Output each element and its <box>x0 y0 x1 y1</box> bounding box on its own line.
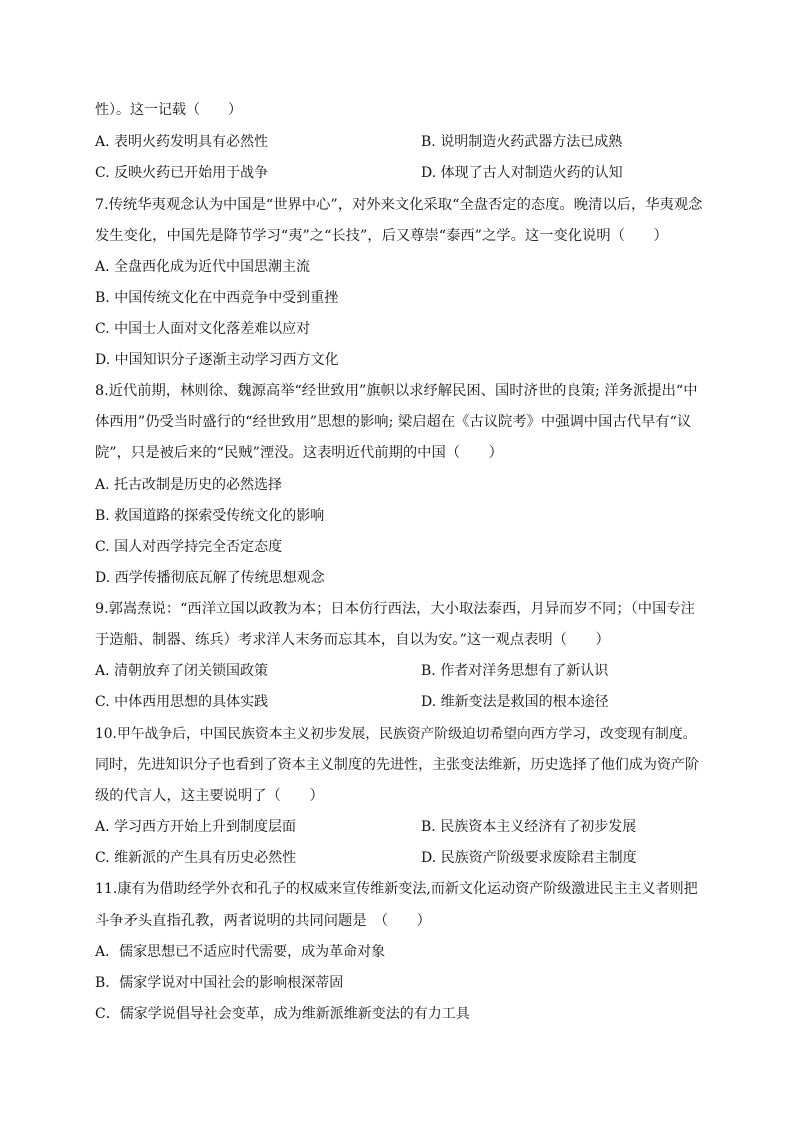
question-7-stem-line-2: 发生变化，中国先是降节学习“夷”之“长技”，后又尊崇“泰西”之学。这一变化说明（ ） <box>95 228 668 244</box>
question-10-stem-line-3: 级的代言人，这主要说明了（ ） <box>95 788 324 804</box>
q7-option-d: D. 中国知识分子逐渐主动学习西方文化 <box>95 352 339 368</box>
q9-option-b: B. 作者对洋务思想有了新认识 <box>421 663 609 679</box>
question-8-stem-line-1: 8.近代前期，林则徐、魏源高举“经世致用”旗帜以求纾解民困、国时济世的良策; 洋务派提出“中 <box>95 383 698 399</box>
q10-option-b: B. 民族资本主义经济有了初步发展 <box>421 819 637 835</box>
question-9-stem-line-1: 9.郭嵩焘说：“西洋立国以政教为本；日本仿行西法，大小取法泰西，月异而岁不同；（中国专注 <box>95 601 695 617</box>
q10-option-c: C. 维新派的产生具有历史必然性 <box>95 850 297 866</box>
q8-option-d: D. 西学传播彻底瓦解了传统思想观念 <box>95 570 325 586</box>
q8-option-a: A. 托古改制是历史的必然选择 <box>95 477 283 493</box>
q6-option-d: D. 体现了古人对制造火药的认知 <box>421 165 623 181</box>
q9-option-a: A. 清朝放弃了闭关锁国政策 <box>95 663 269 679</box>
question-10-stem-line-1: 10.甲午战争后，中国民族资本主义初步发展，民族资产阶级迫切希望向西方学习，改变现有制度。 <box>95 726 697 742</box>
q11-option-a: A．儒家思想已不适应时代需要，成为革命对象 <box>95 944 386 960</box>
q9-option-d: D. 维新变法是救国的根本途径 <box>421 694 609 710</box>
question-11-stem-line-2: 斗争矛头直指孔教，两者说明的共同问题是 （ ） <box>95 913 431 929</box>
question-8-stem-line-2: 体西用”仍受当时盛行的“经世致用”思想的影响; 梁启超在《古议院考》中强调中国古代早有“议 <box>95 414 692 430</box>
q9-option-c: C. 中体西用思想的具体实践 <box>95 694 269 710</box>
question-8-stem-line-3: 院”，只是被后来的“民贼”湮没。这表明近代前期的中国（ ） <box>95 445 503 461</box>
q11-option-c: C．儒家学说倡导社会变革，成为维新派维新变法的有力工具 <box>95 1006 470 1022</box>
question-11-stem-line-1: 11.康有为借助经学外衣和孔子的权威来宣传维新变法,而新文化运动资产阶级激进民主主义者则把 <box>95 881 698 897</box>
question-6-stem-end: 性）。这一记载（ ） <box>95 102 242 118</box>
q8-option-b: B. 救国道路的探索受传统文化的影响 <box>95 508 325 524</box>
q6-option-c: C. 反映火药已开始用于战争 <box>95 165 269 181</box>
q10-option-a: A. 学习西方开始上升到制度层面 <box>95 819 297 835</box>
question-10-stem-line-2: 同时，先进知识分子也看到了资本主义制度的先进性，主张变法维新，历史选择了他们成为资产阶 <box>95 757 700 773</box>
q8-option-c: C. 国人对西学持完全否定态度 <box>95 539 283 555</box>
q7-option-b: B. 中国传统文化在中西竞争中受到重挫 <box>95 290 339 306</box>
q10-option-d: D. 民族资产阶级要求废除君主制度 <box>421 850 637 866</box>
question-9-stem-line-2: 于造船、制器、练兵）考求洋人末务而忘其本，自以为安。”这一观点表明（ ） <box>95 632 610 648</box>
q11-option-b: B．儒家学说对中国社会的影响根深蒂固 <box>95 975 344 991</box>
q6-option-a: A. 表明火药发明具有必然性 <box>95 134 269 150</box>
q6-option-b: B. 说明制造火药武器方法已成熟 <box>421 134 623 150</box>
q7-option-a: A. 全盘西化成为近代中国思潮主流 <box>95 259 311 275</box>
question-7-stem-line-1: 7.传统华夷观念认为中国是“世界中心”，对外来文化采取“全盘否定的态度。晚清以后，华夷观念 <box>95 197 703 213</box>
q7-option-c: C. 中国士人面对文化落差难以应对 <box>95 321 311 337</box>
